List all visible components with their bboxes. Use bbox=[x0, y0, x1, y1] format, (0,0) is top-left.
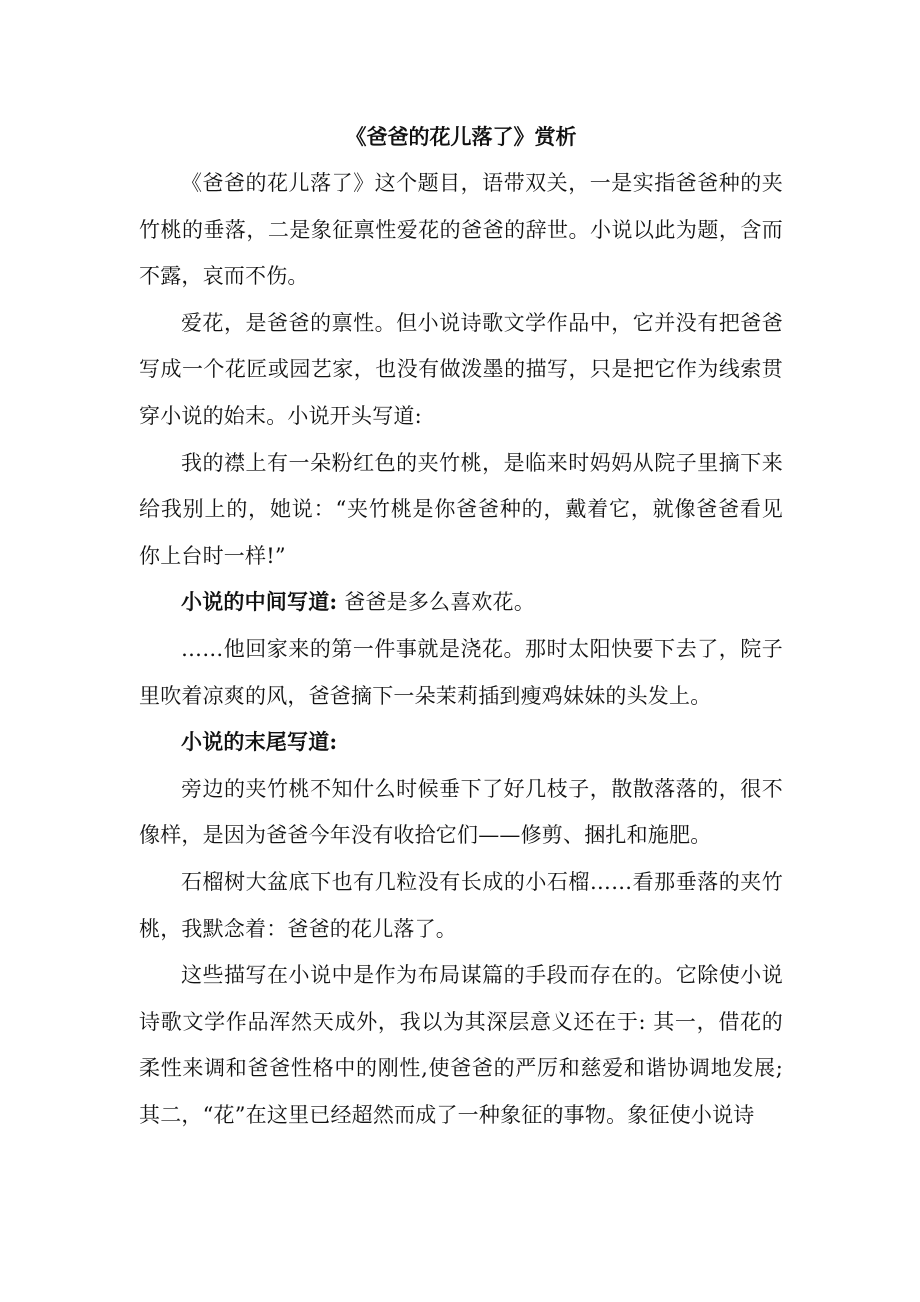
document-title: 《爸爸的花儿落了》赏析 bbox=[345, 124, 577, 149]
paragraph-text: 爸爸是多么喜欢花。 bbox=[337, 590, 536, 615]
paragraph-text: 石榴树大盆底下也有几粒没有长成的小石榴……看那垂落的夹竹桃，我默念着：爸爸的花儿落了。 bbox=[139, 869, 783, 941]
document-body bbox=[139, 114, 783, 1138]
paragraph-text: 爱花，是爸爸的禀性。但小说诗歌文学作品中，它并没有把爸爸写成一个花匠或园艺家，也没有做泼墨的描写，只是把它作为线索贯穿小说的始末。小说开头写道: bbox=[139, 310, 783, 428]
quote-ending-1 bbox=[139, 766, 783, 859]
quote-ending-2 bbox=[139, 859, 783, 952]
quote-middle bbox=[139, 626, 783, 719]
quote-opening bbox=[139, 440, 783, 580]
paragraph-text: 《爸爸的花儿落了》这个题目，语带双关，一是实指爸爸种的夹竹桃的垂落，二是象征禀性爱花的爸爸的辞世。小说以此为题，含而不露，哀而不伤。 bbox=[139, 171, 783, 289]
paragraph-text: 旁边的夹竹桃不知什么时候垂下了好几枝子，散散落落的，很不像样，是因为爸爸今年没有收拾它们——修剪、捆扎和施肥。 bbox=[139, 776, 783, 848]
paragraph-analysis bbox=[139, 952, 783, 1138]
paragraph-middle-heading bbox=[139, 579, 783, 626]
paragraph-title-meaning bbox=[139, 160, 783, 300]
section-lead: 小说的末尾写道: bbox=[181, 729, 338, 755]
paragraph-text: 我的襟上有一朵粉红色的夹竹桃，是临来时妈妈从院子里摘下来给我别上的，她说：“夹竹桃是你爸爸种的，戴着它，就像爸爸看见你上台时一样!” bbox=[139, 450, 783, 568]
paragraph-text: ……他回家来的第一件事就是浇花。那时太阳快要下去了，院子里吹着凉爽的风，爸爸摘下一朵茉莉插到瘦鸡妹妹的头发上。 bbox=[139, 636, 783, 708]
paragraph-ending-heading bbox=[139, 719, 783, 766]
paragraph-text: 这些描写在小说中是作为布局谋篇的手段而存在的。它除使小说诗歌文学作品浑然天成外，我以为其深层意义还在于: 其一，借花的柔性来调和爸爸性格中的刚性,使爸爸的严厉和慈爱和谐协调地发展;其二，“花”在这里已经超然而成了一种象征的事物。象征使小说诗 bbox=[139, 963, 783, 1127]
paragraph-love-of-flowers bbox=[139, 300, 783, 440]
section-lead: 小说的中间写道: bbox=[181, 589, 338, 615]
